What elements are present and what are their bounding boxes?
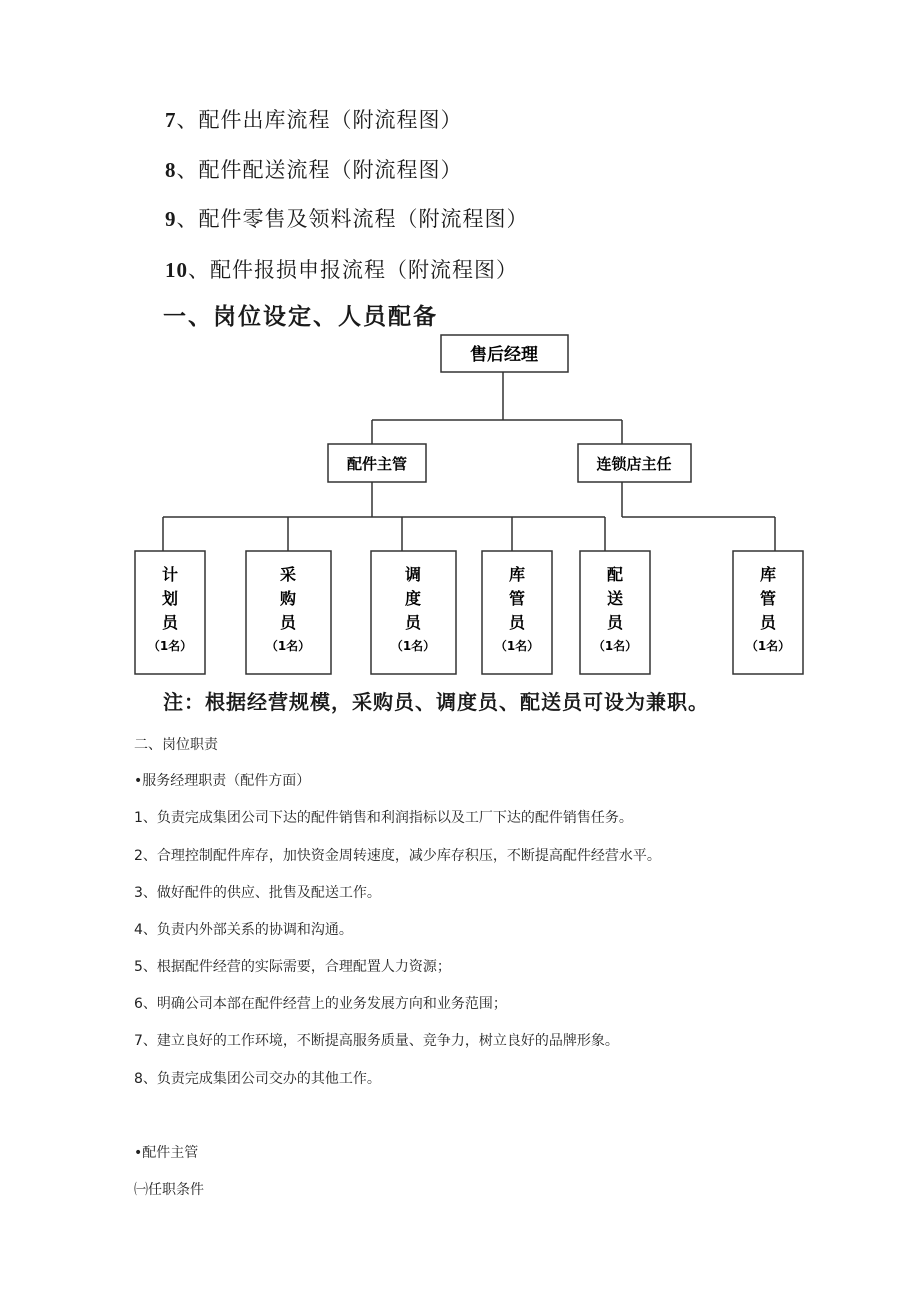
org-box-char: 度 (404, 589, 422, 608)
org-box-store-warehouse-keeper (733, 551, 803, 674)
org-box-count: （1名） (592, 639, 638, 653)
org-box-char: 员 (161, 613, 179, 632)
org-box-planner (135, 551, 205, 674)
process-number: 9 (165, 207, 177, 231)
org-box-char: 员 (404, 613, 422, 632)
process-number: 8 (165, 158, 177, 182)
org-box-char: 采 (279, 565, 297, 584)
section-title-positions: 一、岗位设定、人员配备 (163, 304, 438, 330)
org-box-parts-supervisor (328, 444, 426, 482)
process-text: 、配件报损申报流程（附流程图） (188, 258, 518, 282)
org-box-purchaser (246, 551, 331, 674)
org-box-warehouse-keeper (482, 551, 552, 674)
section-title-duties: 二、岗位职责 (134, 737, 218, 753)
duty-item: 7、建立良好的工作环境，不断提高服务质量、竞争力，树立良好的品牌形象。 (134, 1033, 619, 1049)
process-text: 、配件出库流程（附流程图） (176, 108, 463, 132)
org-box-char: 库 (508, 565, 526, 584)
org-box-label: 配件主管 (346, 455, 408, 473)
org-box-count: （1名） (745, 639, 791, 653)
duty-item: 4、负责内外部关系的协调和沟通。 (134, 922, 353, 938)
org-box-char: 管 (759, 589, 777, 608)
process-number: 7 (165, 108, 177, 132)
duty-item: 3、做好配件的供应、批售及配送工作。 (134, 885, 381, 901)
process-number: 10 (165, 258, 188, 282)
org-box-count: （1名） (147, 639, 193, 653)
qualification-title: ㈠任职条件 (134, 1182, 204, 1198)
service-manager-title: •服务经理职责（配件方面） (134, 773, 311, 789)
org-box-char: 配 (606, 565, 624, 584)
org-box-char: 购 (279, 589, 297, 608)
org-box-dispatcher (371, 551, 456, 674)
duty-item: 2、合理控制配件库存，加快资金周转速度，减少库存积压，不断提高配件经营水平。 (134, 848, 661, 864)
org-box-label: 售后经理 (470, 345, 538, 365)
org-box-label: 连锁店主任 (596, 455, 672, 473)
org-box-count: （1名） (265, 639, 311, 653)
org-box-char: 员 (508, 613, 526, 632)
org-box-count: （1名） (390, 639, 436, 653)
parts-supervisor-title: •配件主管 (134, 1145, 199, 1161)
org-box-chain-store-director (578, 444, 691, 482)
process-text: 、配件配送流程（附流程图） (176, 158, 463, 182)
org-note: 注：根据经营规模，采购员、调度员、配送员可设为兼职。 (163, 690, 709, 714)
process-text: 、配件零售及领料流程（附流程图） (176, 207, 529, 231)
org-box-char: 员 (759, 613, 777, 632)
org-box-char: 划 (161, 589, 179, 608)
org-box-char: 送 (606, 589, 624, 608)
org-box-count: （1名） (494, 639, 540, 653)
duty-item: 8、负责完成集团公司交办的其他工作。 (134, 1071, 381, 1087)
duty-item: 6、明确公司本部在配件经营上的业务发展方向和业务范围； (134, 996, 507, 1012)
org-box-char: 员 (606, 613, 624, 632)
org-box-after-sales-manager (441, 335, 568, 372)
org-box-char: 调 (404, 565, 422, 584)
org-box-char: 计 (161, 565, 179, 584)
org-box-char: 管 (508, 589, 526, 608)
duty-item: 5、根据配件经营的实际需要，合理配置人力资源； (134, 959, 451, 975)
org-box-delivery-staff (580, 551, 650, 674)
org-box-char: 员 (279, 613, 297, 632)
duty-item: 1、负责完成集团公司下达的配件销售和利润指标以及工厂下达的配件销售任务。 (134, 810, 633, 826)
org-box-char: 库 (759, 565, 777, 584)
